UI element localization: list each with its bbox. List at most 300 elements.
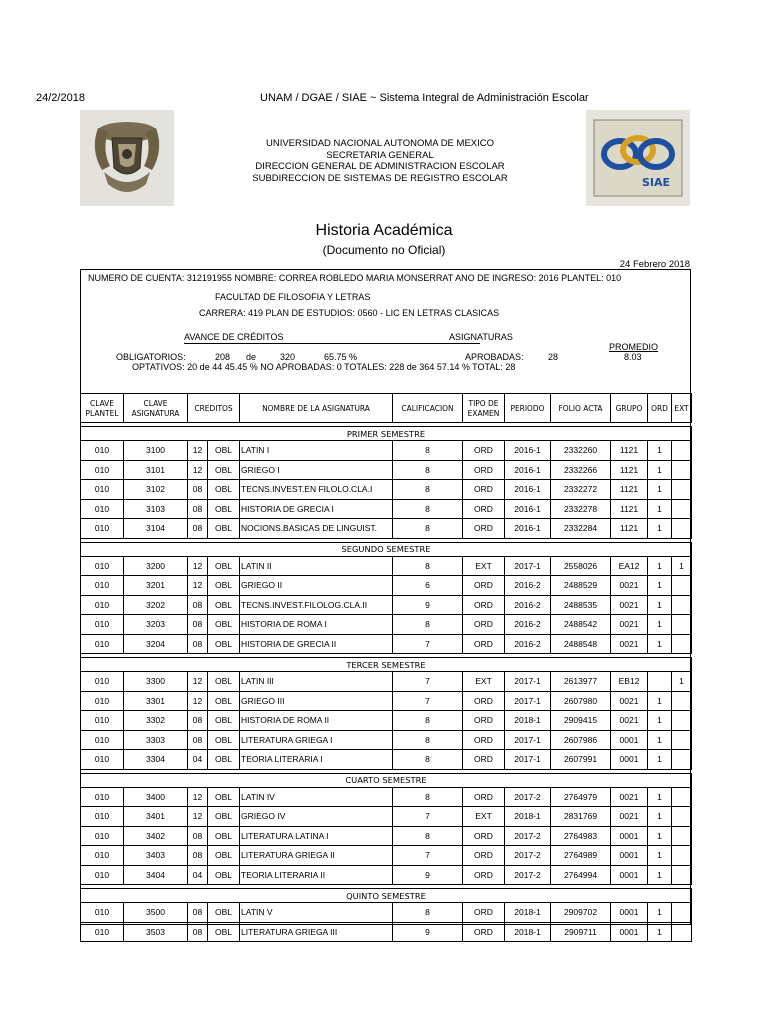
periodo-cell: 2018-1: [505, 711, 551, 731]
plantel-cell: 010: [81, 865, 124, 885]
table-row: [81, 730, 692, 750]
clave-cell: 3503: [124, 922, 188, 942]
ext-cell: [672, 519, 692, 539]
plantel-cell: 010: [81, 441, 124, 461]
clave-cell: 3203: [124, 615, 188, 635]
caracter-cell: OBL: [208, 576, 240, 596]
col-calificacion: CALIFICACION: [393, 394, 463, 423]
summary-divider: [184, 343, 480, 344]
periodo-cell: 2017-1: [505, 750, 551, 770]
calificacion-cell: 8: [393, 460, 463, 480]
ord-cell: 1: [648, 441, 672, 461]
col-creditos: CREDITOS: [188, 394, 240, 423]
calificacion-cell: 8: [393, 730, 463, 750]
caracter-cell: OBL: [208, 865, 240, 885]
calificacion-cell: 8: [393, 441, 463, 461]
caracter-cell: OBL: [208, 730, 240, 750]
document-subtitle: (Documento no Oficial): [322, 243, 446, 257]
caracter-cell: OBL: [208, 634, 240, 654]
unam-logo: [80, 110, 174, 206]
ord-cell: 1: [648, 615, 672, 635]
periodo-cell: 2016-2: [505, 615, 551, 635]
ord-cell: 1: [648, 691, 672, 711]
periodo-cell: 2016-1: [505, 519, 551, 539]
grades-body: [81, 423, 692, 942]
avance-label: AVANCE DE CRÉDITOS: [184, 332, 284, 342]
institution-line: UNIVERSIDAD NACIONAL AUTONOMA DE MEXICO: [265, 138, 495, 149]
ext-cell: [672, 750, 692, 770]
calificacion-cell: 9: [393, 922, 463, 942]
obligatorios-label: OBLIGATORIOS:: [116, 352, 186, 362]
ext-cell: [672, 846, 692, 866]
institution-block: [230, 138, 530, 184]
ext-cell: 1: [672, 556, 692, 576]
nombre-cell: GRIEGO I: [240, 460, 393, 480]
folio-cell: 2831769: [551, 807, 611, 827]
grupo-cell: 0001: [611, 750, 648, 770]
tipo-cell: ORD: [463, 576, 505, 596]
caracter-cell: OBL: [208, 672, 240, 692]
plantel-cell: 010: [81, 826, 124, 846]
grades-table: [80, 393, 692, 942]
tipo-cell: ORD: [463, 711, 505, 731]
table-row: [81, 460, 692, 480]
col-ord: ORD: [648, 394, 672, 423]
ext-cell: [672, 460, 692, 480]
nombre-cell: LITERATURA GRIEGA III: [240, 922, 393, 942]
ext-cell: [672, 807, 692, 827]
ord-cell: 1: [648, 787, 672, 807]
folio-cell: 2488529: [551, 576, 611, 596]
nombre-cell: LATIN IV: [240, 787, 393, 807]
folio-cell: 2764994: [551, 865, 611, 885]
nombre-cell: LATIN I: [240, 441, 393, 461]
tipo-cell: ORD: [463, 691, 505, 711]
caracter-cell: OBL: [208, 480, 240, 500]
tipo-cell: ORD: [463, 826, 505, 846]
table-row: [81, 807, 692, 827]
table-row: [81, 750, 692, 770]
folio-cell: 2488548: [551, 634, 611, 654]
creditos-cell: 12: [188, 691, 208, 711]
ext-cell: [672, 903, 692, 923]
grupo-cell: 1121: [611, 519, 648, 539]
col-tipo-examen: TIPO DE EXAMEN: [463, 394, 505, 423]
grupo-cell: 0021: [611, 807, 648, 827]
tipo-cell: EXT: [463, 556, 505, 576]
semester-title: SEGUNDO SEMESTRE: [81, 542, 692, 556]
plantel-cell: 010: [81, 499, 124, 519]
ord-cell: 1: [648, 865, 672, 885]
clave-cell: 3103: [124, 499, 188, 519]
creditos-cell: 08: [188, 499, 208, 519]
plantel-cell: 010: [81, 672, 124, 692]
ord-cell: 1: [648, 499, 672, 519]
clave-cell: 3403: [124, 846, 188, 866]
calificacion-cell: 7: [393, 672, 463, 692]
creditos-cell: 08: [188, 846, 208, 866]
semester-title: PRIMER SEMESTRE: [81, 427, 692, 441]
calificacion-cell: 7: [393, 634, 463, 654]
table-row: [81, 499, 692, 519]
aprobadas-value: 28: [548, 352, 559, 362]
col-periodo: PERIODO: [505, 394, 551, 423]
tipo-cell: ORD: [463, 480, 505, 500]
tipo-cell: ORD: [463, 595, 505, 615]
folio-cell: 2558026: [551, 556, 611, 576]
nombre-cell: TECNS.INVEST.EN FILOLO.CLA.I: [240, 480, 393, 500]
institution-line: SECRETARIA GENERAL: [326, 149, 434, 161]
grupo-cell: 1121: [611, 480, 648, 500]
periodo-cell: 2017-1: [505, 730, 551, 750]
table-row: [81, 672, 692, 692]
grupo-cell: 1121: [611, 499, 648, 519]
ext-cell: [672, 499, 692, 519]
col-clave-asignatura: CLAVE ASIGNATURA: [124, 394, 188, 423]
ord-cell: 1: [648, 903, 672, 923]
creditos-cell: 08: [188, 711, 208, 731]
caracter-cell: OBL: [208, 499, 240, 519]
nombre-cell: LATIN V: [240, 903, 393, 923]
semester-title-row: [81, 427, 692, 441]
calificacion-cell: 8: [393, 826, 463, 846]
clave-cell: 3303: [124, 730, 188, 750]
obligatorios-pct: 65.75 %: [324, 352, 358, 362]
ord-cell: 1: [648, 711, 672, 731]
creditos-cell: 08: [188, 480, 208, 500]
caracter-cell: OBL: [208, 556, 240, 576]
tipo-cell: ORD: [463, 634, 505, 654]
caracter-cell: OBL: [208, 519, 240, 539]
clave-cell: 3202: [124, 595, 188, 615]
plantel-cell: 010: [81, 556, 124, 576]
creditos-cell: 12: [188, 441, 208, 461]
nombre-cell: GRIEGO II: [240, 576, 393, 596]
ord-cell: 1: [648, 519, 672, 539]
document-title: Historia Académica: [315, 222, 453, 239]
creditos-cell: 08: [188, 730, 208, 750]
periodo-cell: 2017-2: [505, 865, 551, 885]
plantel-cell: 010: [81, 576, 124, 596]
clave-cell: 3200: [124, 556, 188, 576]
asignaturas-label: ASIGNATURAS: [449, 332, 513, 342]
clave-cell: 3401: [124, 807, 188, 827]
creditos-cell: 12: [188, 576, 208, 596]
grupo-cell: 1121: [611, 460, 648, 480]
clave-cell: 3400: [124, 787, 188, 807]
semester-title-row: [81, 773, 692, 787]
grupo-cell: 0021: [611, 595, 648, 615]
table-row: [81, 711, 692, 731]
clave-cell: 3100: [124, 441, 188, 461]
ext-cell: [672, 634, 692, 654]
table-row: [81, 922, 692, 942]
table-row: [81, 634, 692, 654]
table-row: [81, 787, 692, 807]
periodo-cell: 2017-1: [505, 556, 551, 576]
tipo-cell: EXT: [463, 807, 505, 827]
grupo-cell: 0021: [611, 615, 648, 635]
grupo-cell: 0021: [611, 634, 648, 654]
system-title: UNAM / DGAE / SIAE ~ Sistema Integral de Administración Escolar: [260, 92, 589, 104]
ord-cell: 1: [648, 922, 672, 942]
col-nombre: NOMBRE DE LA ASIGNATURA: [240, 394, 393, 423]
nombre-cell: HISTORIA DE ROMA I: [240, 615, 393, 635]
nombre-cell: HISTORIA DE ROMA II: [240, 711, 393, 731]
clave-cell: 3204: [124, 634, 188, 654]
creditos-cell: 08: [188, 922, 208, 942]
grupo-cell: 0001: [611, 846, 648, 866]
tipo-cell: ORD: [463, 615, 505, 635]
ord-cell: [648, 672, 672, 692]
promedio-value: 8.03: [624, 352, 642, 362]
clave-cell: 3102: [124, 480, 188, 500]
clave-cell: 3301: [124, 691, 188, 711]
creditos-cell: 08: [188, 595, 208, 615]
plantel-cell: 010: [81, 730, 124, 750]
ord-cell: 1: [648, 634, 672, 654]
calificacion-cell: 8: [393, 787, 463, 807]
calificacion-cell: 8: [393, 480, 463, 500]
periodo-cell: 2017-2: [505, 826, 551, 846]
optativos-line: OPTATIVOS: 20 de 44 45.45 % NO APROBADAS: 0 TOTALES: 228 de 364 57.14 % TOTAL: 28: [132, 362, 516, 372]
grupo-cell: 0021: [611, 711, 648, 731]
grupo-cell: EA12: [611, 556, 648, 576]
tipo-cell: ORD: [463, 730, 505, 750]
creditos-cell: 12: [188, 672, 208, 692]
aprobadas-label: APROBADAS:: [465, 352, 524, 362]
ord-cell: 1: [648, 826, 672, 846]
clave-cell: 3104: [124, 519, 188, 539]
de-label: de: [246, 352, 257, 362]
caracter-cell: OBL: [208, 615, 240, 635]
caracter-cell: OBL: [208, 711, 240, 731]
tipo-cell: EXT: [463, 672, 505, 692]
table-row: [81, 556, 692, 576]
creditos-cell: 12: [188, 460, 208, 480]
tipo-cell: ORD: [463, 441, 505, 461]
clave-cell: 3500: [124, 903, 188, 923]
creditos-cell: 08: [188, 826, 208, 846]
table-row: [81, 691, 692, 711]
folio-cell: 2607991: [551, 750, 611, 770]
grupo-cell: 0001: [611, 826, 648, 846]
tipo-cell: ORD: [463, 460, 505, 480]
tipo-cell: ORD: [463, 519, 505, 539]
nombre-cell: TEORIA LITERARIA I: [240, 750, 393, 770]
periodo-cell: 2018-1: [505, 807, 551, 827]
nombre-cell: LATIN III: [240, 672, 393, 692]
ext-cell: [672, 787, 692, 807]
tipo-cell: ORD: [463, 846, 505, 866]
ord-cell: 1: [648, 576, 672, 596]
ord-cell: 1: [648, 807, 672, 827]
table-row: [81, 826, 692, 846]
ord-cell: 1: [648, 730, 672, 750]
grupo-cell: 0021: [611, 787, 648, 807]
folio-cell: 2909415: [551, 711, 611, 731]
calificacion-cell: 8: [393, 903, 463, 923]
nombre-cell: TECNS.INVEST.FILOLOG.CLA.II: [240, 595, 393, 615]
table-header-row: [81, 394, 692, 423]
grupo-cell: 0001: [611, 730, 648, 750]
plantel-cell: 010: [81, 460, 124, 480]
nombre-cell: LITERATURA GRIEGA I: [240, 730, 393, 750]
folio-cell: 2332260: [551, 441, 611, 461]
creditos-cell: 08: [188, 615, 208, 635]
calificacion-cell: 9: [393, 595, 463, 615]
folio-cell: 2332266: [551, 460, 611, 480]
obligatorios-value: 208: [215, 352, 231, 362]
creditos-cell: 12: [188, 556, 208, 576]
obligatorios-total: 320: [280, 352, 296, 362]
folio-cell: 2764989: [551, 846, 611, 866]
ext-cell: [672, 441, 692, 461]
tipo-cell: ORD: [463, 787, 505, 807]
plantel-cell: 010: [81, 787, 124, 807]
semester-title-row: [81, 542, 692, 556]
plantel-cell: 010: [81, 711, 124, 731]
table-row: [81, 865, 692, 885]
folio-cell: 2607980: [551, 691, 611, 711]
grupo-cell: EB12: [611, 672, 648, 692]
caracter-cell: OBL: [208, 460, 240, 480]
folio-cell: 2607986: [551, 730, 611, 750]
grupo-cell: 0021: [611, 576, 648, 596]
periodo-cell: 2018-1: [505, 903, 551, 923]
periodo-cell: 2018-1: [505, 922, 551, 942]
ext-cell: [672, 826, 692, 846]
clave-cell: 3101: [124, 460, 188, 480]
document-date: 24 Febrero 2018: [619, 259, 690, 270]
plantel-cell: 010: [81, 480, 124, 500]
semester-title: CUARTO SEMESTRE: [81, 773, 692, 787]
periodo-cell: 2016-1: [505, 460, 551, 480]
plantel-cell: 010: [81, 615, 124, 635]
student-facultad: FACULTAD DE FILOSOFIA Y LETRAS: [215, 292, 371, 302]
institution-line: DIRECCION GENERAL DE ADMINISTRACION ESCOLAR: [255, 161, 505, 173]
ext-cell: [672, 730, 692, 750]
ord-cell: 1: [648, 750, 672, 770]
caracter-cell: OBL: [208, 826, 240, 846]
periodo-cell: 2016-1: [505, 441, 551, 461]
ord-cell: 1: [648, 460, 672, 480]
ord-cell: 1: [648, 556, 672, 576]
ext-cell: [672, 615, 692, 635]
ext-cell: [672, 576, 692, 596]
folio-cell: 2909702: [551, 903, 611, 923]
folio-cell: 2488535: [551, 595, 611, 615]
periodo-cell: 2016-1: [505, 499, 551, 519]
calificacion-cell: 8: [393, 750, 463, 770]
periodo-cell: 2016-2: [505, 576, 551, 596]
tipo-cell: ORD: [463, 750, 505, 770]
caracter-cell: OBL: [208, 595, 240, 615]
periodo-cell: 2016-2: [505, 595, 551, 615]
col-ext: EXT: [672, 394, 692, 423]
table-row: [81, 519, 692, 539]
grupo-cell: 1121: [611, 441, 648, 461]
table-row: [81, 903, 692, 923]
plantel-cell: 010: [81, 519, 124, 539]
ord-cell: 1: [648, 595, 672, 615]
table-row: [81, 846, 692, 866]
institution-line: SUBDIRECCION DE SISTEMAS DE REGISTRO ESCOLAR: [252, 172, 508, 184]
table-row: [81, 576, 692, 596]
ext-cell: [672, 865, 692, 885]
creditos-cell: 04: [188, 750, 208, 770]
creditos-cell: 12: [188, 787, 208, 807]
semester-title-row: [81, 889, 692, 903]
creditos-cell: 12: [188, 807, 208, 827]
col-folio: FOLIO ACTA: [551, 394, 611, 423]
clave-cell: 3402: [124, 826, 188, 846]
caracter-cell: OBL: [208, 846, 240, 866]
periodo-cell: 2017-2: [505, 787, 551, 807]
student-cuenta-line: NUMERO DE CUENTA: 312191955 NOMBRE: CORREA ROBLEDO MARIA MONSERRAT ANO DE INGRESO: 2016 PLANTEL: 010: [88, 273, 622, 283]
periodo-cell: 2017-1: [505, 691, 551, 711]
grupo-cell: 0001: [611, 903, 648, 923]
folio-cell: 2332272: [551, 480, 611, 500]
semester-title: QUINTO SEMESTRE: [81, 889, 692, 903]
calificacion-cell: 8: [393, 499, 463, 519]
ext-cell: [672, 711, 692, 731]
nombre-cell: LITERATURA GRIEGA II: [240, 846, 393, 866]
ext-cell: [672, 480, 692, 500]
caracter-cell: OBL: [208, 441, 240, 461]
siae-logo: [586, 110, 690, 206]
ext-cell: 1: [672, 672, 692, 692]
calificacion-cell: 6: [393, 576, 463, 596]
plantel-cell: 010: [81, 750, 124, 770]
creditos-cell: 08: [188, 519, 208, 539]
calificacion-cell: 7: [393, 807, 463, 827]
ext-cell: [672, 691, 692, 711]
caracter-cell: OBL: [208, 903, 240, 923]
nombre-cell: LITERATURA LATINA I: [240, 826, 393, 846]
nombre-cell: HISTORIA DE GRECIA II: [240, 634, 393, 654]
periodo-cell: 2016-1: [505, 480, 551, 500]
calificacion-cell: 8: [393, 615, 463, 635]
grupo-cell: 0001: [611, 922, 648, 942]
calificacion-cell: 7: [393, 846, 463, 866]
periodo-cell: 2016-2: [505, 634, 551, 654]
clave-cell: 3404: [124, 865, 188, 885]
semester-title-row: [81, 658, 692, 672]
caracter-cell: OBL: [208, 787, 240, 807]
plantel-cell: 010: [81, 691, 124, 711]
print-date: 24/2/2018: [36, 92, 85, 104]
grupo-cell: 0001: [611, 865, 648, 885]
grupo-cell: 0021: [611, 691, 648, 711]
promedio-label: PROMEDIO: [609, 342, 659, 352]
calificacion-cell: 7: [393, 691, 463, 711]
nombre-cell: HISTORIA DE GRECIA I: [240, 499, 393, 519]
folio-cell: 2764979: [551, 787, 611, 807]
folio-cell: 2488542: [551, 615, 611, 635]
tipo-cell: ORD: [463, 865, 505, 885]
ord-cell: 1: [648, 846, 672, 866]
nombre-cell: TEORIA LITERARIA II: [240, 865, 393, 885]
periodo-cell: 2017-1: [505, 672, 551, 692]
folio-cell: 2909711: [551, 922, 611, 942]
table-row: [81, 615, 692, 635]
table-row: [81, 480, 692, 500]
clave-cell: 3201: [124, 576, 188, 596]
folio-cell: 2764983: [551, 826, 611, 846]
tipo-cell: ORD: [463, 499, 505, 519]
student-carrera-line: CARRERA: 419 PLAN DE ESTUDIOS: 0560 - LIC EN LETRAS CLASICAS: [199, 308, 500, 318]
